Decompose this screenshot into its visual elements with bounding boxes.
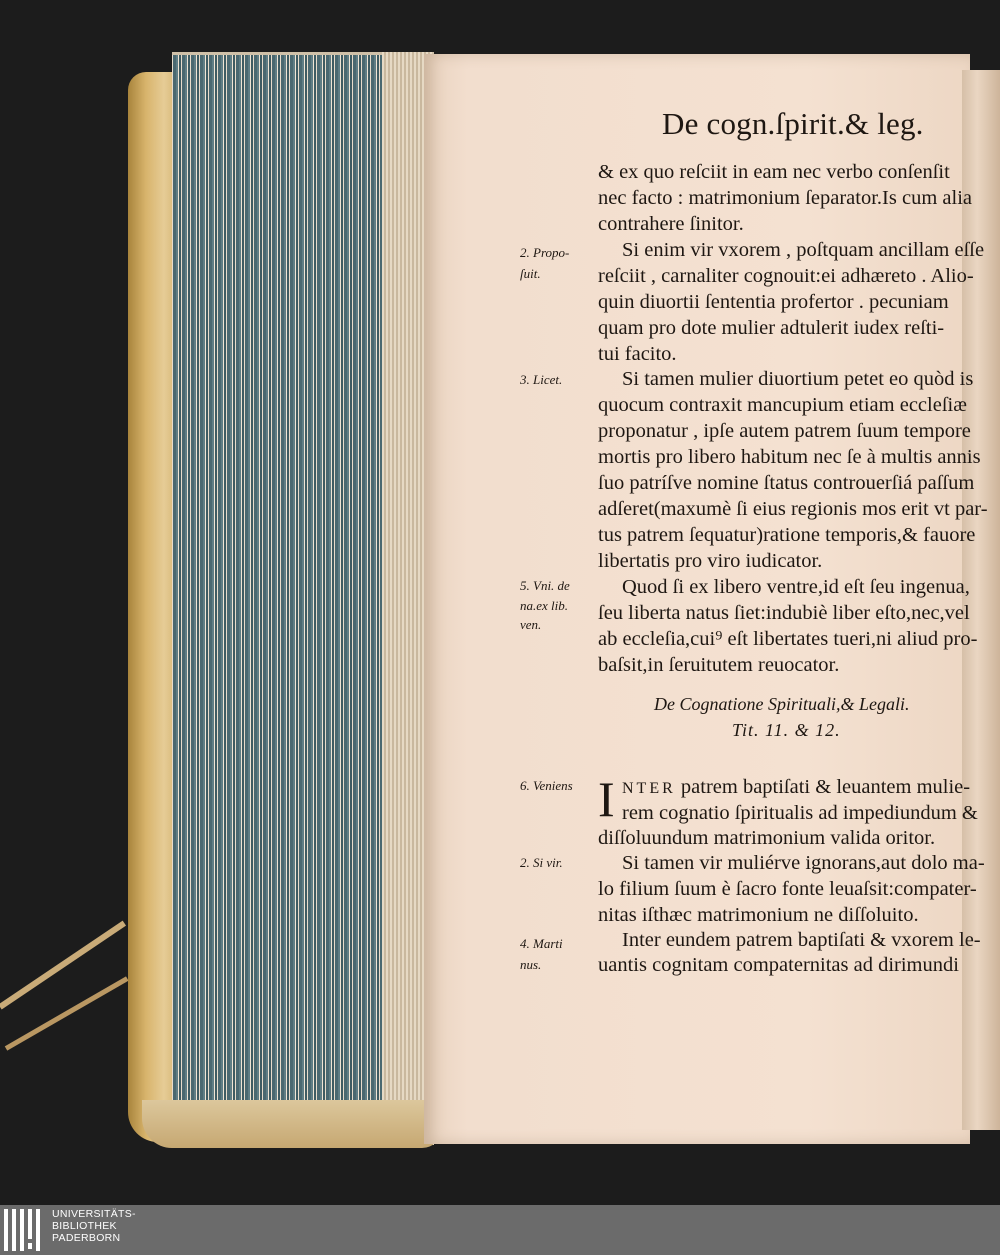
margin-note: ſuit. xyxy=(520,266,541,281)
text-line: proponatur , ipſe autem patrem ſuum tempore xyxy=(598,420,971,442)
text-line: Quod ſi ex libero ventre,id eſt ſeu ingenua, xyxy=(622,576,970,598)
library-logo-icon xyxy=(4,1209,44,1251)
margin-note: 6. Veniens xyxy=(520,778,573,793)
margin-note: 4. Marti xyxy=(520,936,563,951)
footer-bar xyxy=(0,1205,1000,1255)
text-line: ſuo patríſve nomine ſtatus controuerſiá paſſum xyxy=(598,472,975,494)
text-line: nitas iſthæc matrimonium ne diſſoluito. xyxy=(598,904,919,926)
text-line: quin diuortii ſententia profertor . pecuniam xyxy=(598,291,949,313)
logo-line: PADERBORN xyxy=(52,1232,121,1244)
text-line: tui facito. xyxy=(598,343,677,365)
text-line: uantis cognitam compaternitas ad dirimundi xyxy=(598,954,959,976)
margin-note: ven. xyxy=(520,617,542,632)
margin-note: 5. Vni. de xyxy=(520,578,570,593)
text-line: tus patrem ſequatur)ratione temporis,& fauore xyxy=(598,524,976,546)
margin-note: 3. Licet. xyxy=(520,372,563,387)
drop-cap: I xyxy=(598,771,615,827)
text-line: contrahere ſinitor. xyxy=(598,213,744,235)
library-logo-text xyxy=(52,1208,136,1244)
text-line: Si tamen mulier diuortium petet eo quòd is xyxy=(622,368,974,390)
text-line: quam pro dote mulier adtulerit iudex reſti- xyxy=(598,317,945,339)
section-heading: De Cognatione Spirituali,& Legali. xyxy=(654,694,910,714)
text-line: baſsit,in ſeruitutem reuocator. xyxy=(598,654,840,676)
section-subheading: Tit. 11. & 12. xyxy=(732,720,841,740)
text-line: Si enim vir vxorem , poſtquam ancillam eſſe xyxy=(622,239,985,261)
margin-note: na.ex lib. xyxy=(520,598,569,613)
text-line: mortis pro libero habitum nec ſe à multis annis xyxy=(598,446,981,468)
text-line xyxy=(622,774,970,802)
text-line: nec facto : matrimonium ſeparator.Is cum alia xyxy=(598,187,972,209)
text-line: Si tamen vir muliérve ignorans,aut dolo ma- xyxy=(622,852,985,874)
running-header: De cogn.ſpirit.& leg. xyxy=(662,106,924,141)
text-line: reſciit , carnaliter cognouit:ei adhæreto . Alio- xyxy=(598,265,974,287)
text-line: adſeret(maxumè ſi eius regionis mos erit vt par- xyxy=(598,498,988,520)
text-line: quocum contraxit mancupium etiam eccleſiæ xyxy=(598,394,967,416)
text-line: lo filium ſuum è ſacro fonte leuaſsit:compater- xyxy=(598,878,977,900)
logo-line: BIBLIOTHEK xyxy=(52,1220,117,1232)
first-word: NTER xyxy=(622,780,676,797)
line-rest: patrem baptiſati & leuantem mulie- xyxy=(680,776,971,798)
cover-bottom-edge xyxy=(142,1100,442,1148)
text-line: libertatis pro viro iudicator. xyxy=(598,550,823,572)
margin-note: 2. Propo- xyxy=(520,245,570,260)
text-line: rem cognatio ſpiritualis ad impediundum & xyxy=(622,802,978,824)
text-line: diſſoluundum matrimonium valida oritor. xyxy=(598,827,936,849)
text-line: ab eccleſia,cui⁹ eſt libertates tueri,ni aliud pro- xyxy=(598,628,978,650)
logo-line: UNIVERSITÄTS- xyxy=(52,1208,136,1220)
text-line: & ex quo reſciit in eam nec verbo conſenſit xyxy=(598,161,950,183)
text-line: Inter eundem patrem baptiſati & vxorem le- xyxy=(622,929,981,951)
margin-note: 2. Si vir. xyxy=(520,855,563,870)
text-line: ſeu liberta natus ſiet:indubiè liber eſto,nec,vel xyxy=(598,602,970,624)
margin-note: nus. xyxy=(520,957,542,972)
